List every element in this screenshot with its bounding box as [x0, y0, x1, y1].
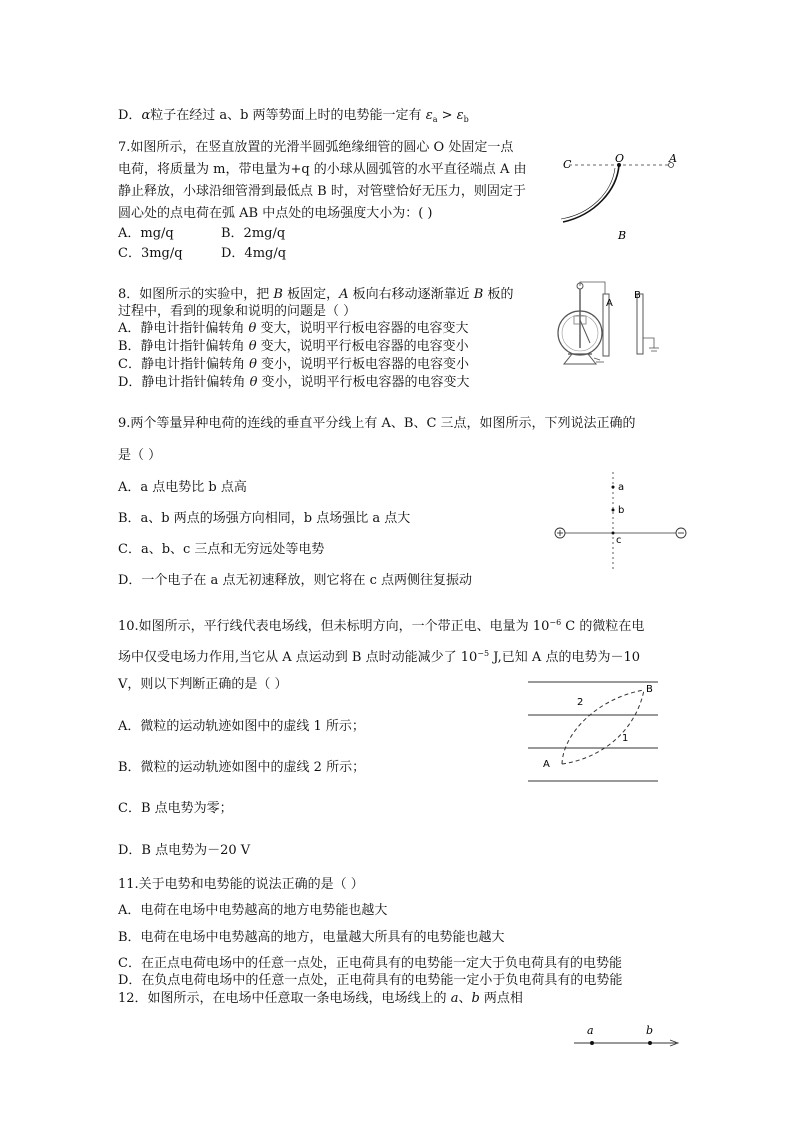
q9-option-b: B．a、b 两点的场强方向相同，b 点场强比 a 点大: [118, 511, 411, 526]
q8-option-d: [118, 374, 470, 392]
text: 场中仅受电场力作用,当它从 A 点运动到 B 点时动能减少了 10: [118, 650, 478, 665]
text: 板的: [483, 287, 514, 302]
text: A．静电计指针偏转角: [118, 321, 249, 336]
q9-option-c: C．a、b、c 三点和无穷远处等电势: [118, 542, 325, 557]
arc-tube: [563, 165, 619, 222]
electrometer-needle: [580, 320, 590, 343]
q6-option-d: [118, 107, 469, 129]
q11-option-c: C．在正点电荷电场中的任意一点处，正电荷具有的电势能一定大于负电荷具有的电势能: [118, 956, 622, 971]
point-b: [612, 509, 615, 512]
label-path-1: 1: [622, 733, 629, 744]
exponent: −5: [477, 649, 490, 658]
label-a: A: [543, 759, 550, 770]
label-a: A: [669, 152, 677, 165]
label-path-2: 2: [577, 697, 584, 708]
q12-stem: [118, 990, 523, 1008]
text: D．静电计指针偏转角: [118, 375, 250, 390]
q11-option-d: D．在负点电荷电场中的任意一点处，正电荷具有的电势能一定小于负电荷具有的电势能: [118, 973, 623, 988]
text: 12．如图所示，在电场中任意取一条电场线，电场线上的: [118, 991, 451, 1006]
trajectory-2: [562, 690, 644, 764]
var-b: B: [473, 287, 484, 302]
text: 变小，说明平行板电容器的电容变小: [256, 357, 470, 372]
text: B．静电计指针偏转角: [118, 339, 249, 354]
q10-stem-3: V，则以下判断正确的是（ ）: [118, 677, 288, 692]
q9-stem-2: 是（ ）: [118, 448, 162, 463]
q10-stem-1: [118, 614, 644, 636]
label-b: B: [646, 684, 653, 695]
text: 板向右移动逐渐靠近: [348, 287, 474, 302]
text: 板固定，: [282, 287, 340, 302]
q10-option-a: A．微粒的运动轨迹如图中的虚线 1 所示；: [118, 719, 365, 734]
q8-option-b: [118, 338, 469, 356]
q12-figure: [572, 1022, 682, 1052]
text: J,已知 A 点的电势为－10: [489, 650, 640, 665]
q8-stem-1: [118, 286, 513, 304]
q10-option-b: B．微粒的运动轨迹如图中的虚线 2 所示；: [118, 760, 366, 775]
subscript-b: b: [463, 115, 469, 124]
q7-stem-3: 静止释放，小球沿细管滑到最低点 B 时，对管壁恰好无压力，则固定于: [118, 184, 526, 199]
text: 两点相: [479, 991, 523, 1006]
gt-symbol: >: [437, 108, 457, 123]
label-b: b: [646, 1024, 654, 1037]
q11-option-b: B．电荷在电场中电势越高的地方，电量越大所具有的电势能也越大: [118, 930, 505, 945]
q7-stem-2: 电荷，将质量为 m，带电量为+q 的小球从圆弧管的水平直径端点 A 由: [118, 162, 527, 177]
text: 变大，说明平行板电容器的电容变小: [256, 339, 469, 354]
plate-b: [637, 294, 643, 354]
q7-option-b: B．2mg/q: [221, 226, 286, 241]
q10-option-d: D．B 点电势为－20 V: [118, 843, 251, 858]
point-c: [612, 532, 615, 535]
point-a: [612, 486, 615, 489]
label-a: a: [587, 1024, 594, 1037]
q11-option-a: A．电荷在电场中电势越高的地方电势能也越大: [118, 903, 388, 918]
wire-to-a: [580, 282, 605, 294]
q8-figure: [550, 278, 670, 373]
label-plate-a: A: [606, 298, 613, 309]
q7-stem-4: 圆心处的点电荷在弧 AB 中点处的电场强度大小为：( ): [118, 206, 433, 221]
q7-option-d: D．4mg/q: [221, 246, 287, 261]
q9-option-d: D．一个电子在 a 点无初速释放，则它将在 c 点两侧往复振动: [118, 573, 472, 588]
label-c: c: [616, 535, 622, 546]
label-b: B: [618, 229, 627, 242]
q10-stem-2: [118, 645, 640, 667]
trajectory-1: [562, 690, 644, 764]
q10-figure: [528, 678, 663, 786]
text: 变小，说明平行板电容器的电容变大: [257, 375, 470, 390]
theta-symbol: θ: [249, 357, 257, 372]
epsilon-symbol: ε: [456, 108, 464, 123]
label-a: a: [618, 482, 625, 493]
var-a: a: [450, 991, 459, 1006]
text: 变大，说明平行板电容器的电容变大: [256, 321, 469, 336]
text: C 的微粒在电: [561, 619, 645, 634]
alpha-symbol: α: [141, 108, 151, 123]
q7-figure: [555, 150, 685, 245]
label-b: b: [618, 505, 625, 516]
q9-figure: [550, 470, 690, 572]
q8-stem-2: 过程中，看到的现象和说明的问题是（ ）: [118, 304, 357, 319]
q7-stem-1: 7.如图所示，在竖直放置的光滑半圆弧绝缘细管的圆心 O 处固定一点: [118, 140, 514, 155]
q8-option-c: [118, 356, 469, 374]
label-plate-b: B: [634, 290, 641, 301]
q9-option-a: A．a 点电势比 b 点高: [118, 480, 247, 495]
var-b: b: [471, 991, 480, 1006]
option-text: 粒子在经过 a、b 两等势面上时的电势能一定有: [150, 108, 426, 123]
q7-option-c: C．3mg/q: [118, 246, 183, 261]
label-c: C: [563, 158, 572, 171]
theta-symbol: θ: [248, 339, 257, 354]
exponent: −6: [549, 618, 562, 627]
point-a: [590, 1041, 594, 1045]
theta-symbol: θ: [248, 321, 257, 336]
wire-b-ground: [643, 338, 654, 348]
epsilon-symbol: ε: [425, 108, 433, 123]
text: 8．如图所示的实验中，把: [118, 287, 274, 302]
q10-option-c: C．B 点电势为零；: [118, 801, 233, 816]
option-letter: D．: [118, 108, 142, 123]
var-a: A: [339, 287, 349, 302]
q7-option-a: A．mg/q: [118, 226, 174, 241]
label-o: O: [615, 152, 625, 165]
ground-wire: [594, 358, 600, 360]
q11-stem: 11.关于电势和电势能的说法正确的是（ ）: [118, 877, 364, 892]
q8-option-a: [118, 320, 469, 338]
q9-stem-1: 9.两个等量异种电荷的连线的垂直平分线上有 A、B、C 三点，如图所示，下列说法正确的: [118, 416, 636, 431]
subscript-a: a: [432, 115, 438, 124]
theta-symbol: θ: [249, 375, 258, 390]
var-b: B: [273, 287, 283, 302]
text: C．静电计指针偏转角: [118, 357, 250, 372]
point-b: [648, 1041, 652, 1045]
text: 、: [458, 991, 472, 1006]
text: 10.如图所示，平行线代表电场线，但未标明方向，一个带正电、电量为 10: [118, 619, 550, 634]
